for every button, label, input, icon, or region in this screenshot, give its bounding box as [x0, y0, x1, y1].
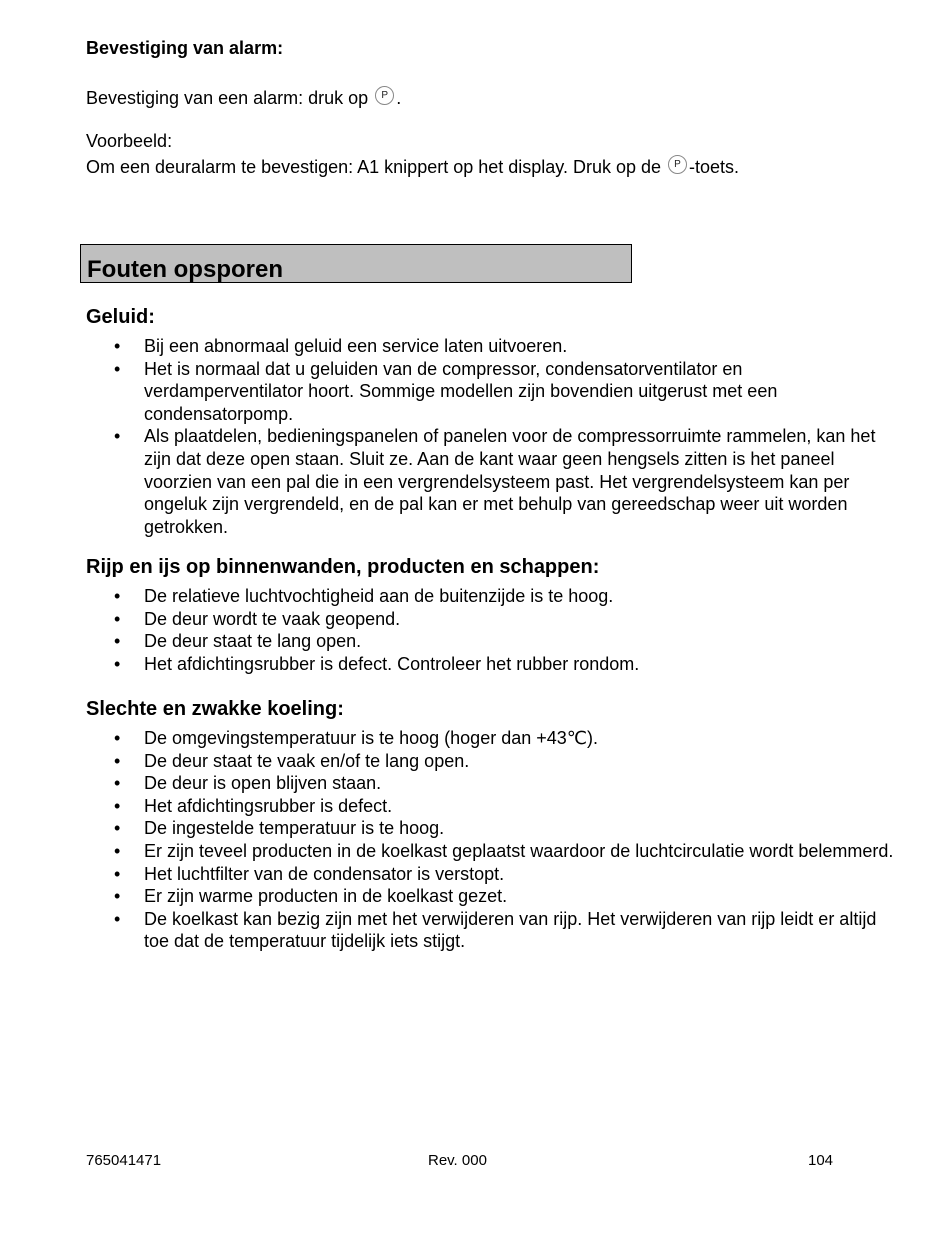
list-item: • De relatieve luchtvochtigheid aan de buitenzijde is te hoog. — [86, 585, 896, 608]
koeling-heading: Slechte en zwakke koeling: — [86, 698, 344, 720]
list-item: • Als plaatdelen, bedieningspanelen of panelen voor de compressorruimte rammelen, kan het zijn dat deze open staan. Sluit ze. Aan de kant waar geen hengsels zitten is het paneel voorzien van een pal die in een vergrendelsysteem past. Het vergrendelsysteem kan per ongeluk zijn vergrendeld, en de pal kan er met behulp van gereedschap weer uit worden getrokken. — [86, 425, 896, 538]
list-item: • De koelkast kan bezig zijn met het verwijderen van rijp. Het verwijderen van rijp leidt er altijd toe dat de temperatuur tijdelijk iets stijgt. — [86, 908, 896, 953]
rijp-heading: Rijp en ijs op binnenwanden, producten en schappen: — [86, 556, 600, 578]
list-item: • Het is normaal dat u geluiden van de compressor, condensatorventilator en verdamperventilator hoort. Sommige modellen zijn bovendien uitgerust met een condensatorpomp. — [86, 358, 896, 426]
list-item: • De deur staat te lang open. — [86, 630, 896, 653]
footer-doc-number: 765041471 — [86, 1152, 162, 1169]
list-item: • De ingestelde temperatuur is te hoog. — [86, 817, 896, 840]
example-text: Om een deuralarm te bevestigen: A1 knippert op het display. Druk op de — [86, 157, 661, 177]
section-header-bar — [80, 244, 632, 283]
list-item: • Er zijn teveel producten in de koelkast geplaatst waardoor de luchtcirculatie wordt belemmerd. — [86, 840, 896, 863]
footer-revision: Rev. 000 — [428, 1152, 487, 1169]
rijp-list — [86, 585, 896, 675]
example-line — [86, 155, 739, 178]
example-text-suffix: -toets. — [689, 157, 740, 177]
geluid-heading: Geluid: — [86, 306, 155, 328]
list-item: • De deur is open blijven staan. — [86, 772, 896, 795]
alarm-heading: Bevestiging van alarm: — [86, 38, 284, 58]
list-item: • Het luchtfilter van de condensator is verstopt. — [86, 863, 896, 886]
list-item: • De deur staat te vaak en/of te lang open. — [86, 750, 896, 773]
list-item: • Bij een abnormaal geluid een service laten uitvoeren. — [86, 335, 896, 358]
list-item: • Er zijn warme producten in de koelkast gezet. — [86, 885, 896, 908]
koeling-list — [86, 727, 896, 953]
p-button-icon: P — [668, 155, 687, 174]
list-item: • De omgevingstemperatuur is te hoog (hoger dan +43℃). — [86, 727, 896, 750]
section-title: Fouten opsporen — [87, 256, 283, 283]
example-label: Voorbeeld: — [86, 131, 173, 151]
list-item: • Het afdichtingsrubber is defect. — [86, 795, 896, 818]
list-item: • De deur wordt te vaak geopend. — [86, 608, 896, 631]
alarm-confirm-text: Bevestiging van een alarm: druk op — [86, 88, 369, 108]
list-item: • Het afdichtingsrubber is defect. Controleer het rubber rondom. — [86, 653, 896, 676]
footer-page-number: 104 — [808, 1152, 834, 1169]
geluid-list — [86, 335, 896, 538]
alarm-confirm-line — [86, 86, 401, 109]
p-button-icon: P — [375, 86, 394, 105]
alarm-confirm-period: . — [396, 88, 402, 108]
